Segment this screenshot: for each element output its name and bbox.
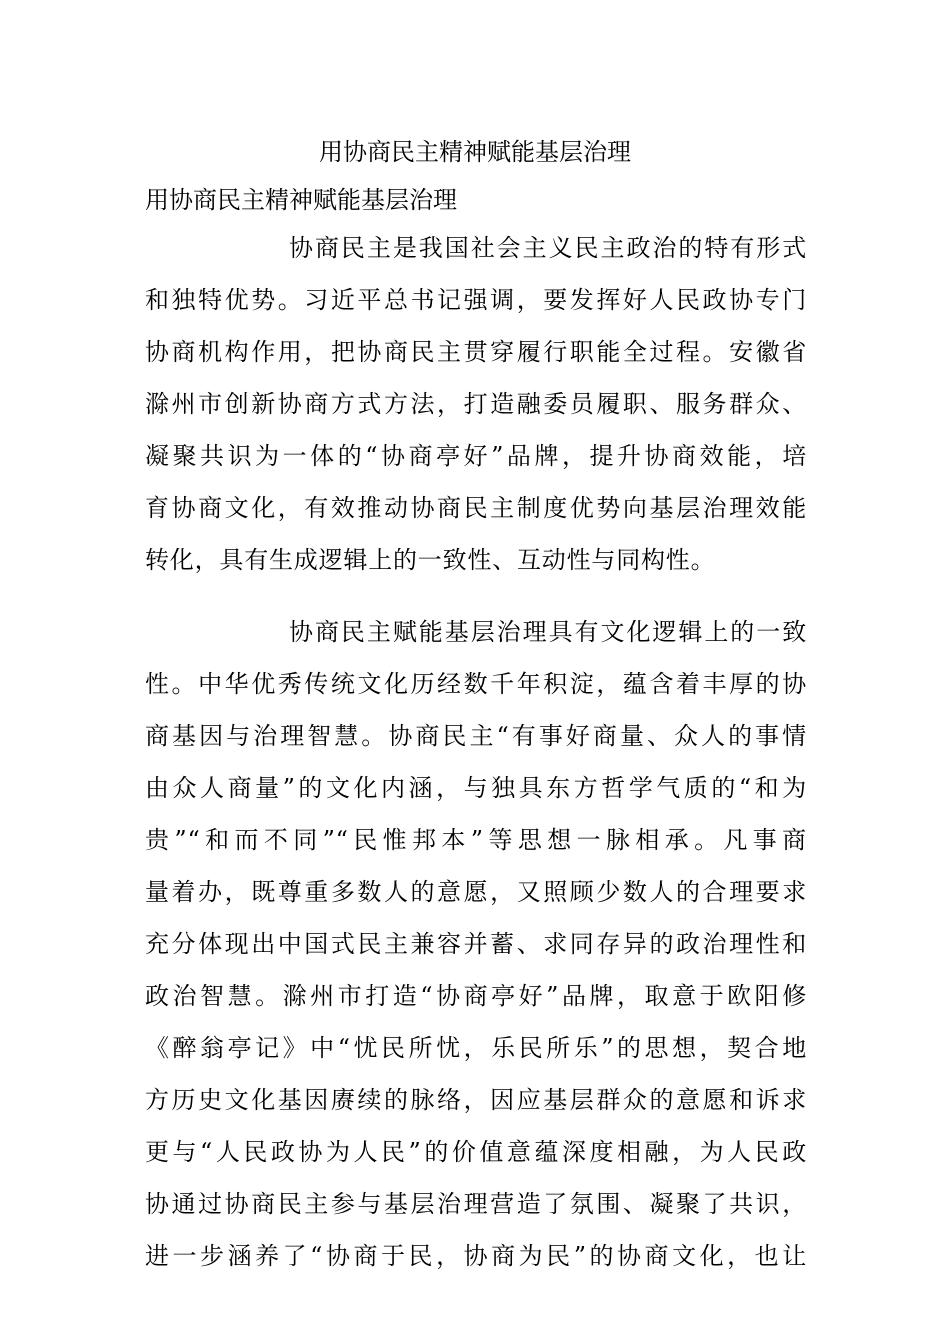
paragraph-line: 商基因与治理智慧。协商民主“有事好商量、众人的事情: [145, 722, 807, 750]
document-subtitle: 用协商民主精神赋能基层治理: [145, 186, 457, 214]
paragraph-line: 量着办，既尊重多数人的意愿，又照顾少数人的合理要求: [145, 878, 807, 906]
paragraph-line: 协商民主是我国社会主义民主政治的特有形式: [289, 234, 807, 262]
paragraph-line: 和独特优势。习近平总书记强调，要发挥好人民政协专门: [145, 286, 807, 314]
paragraph-line: 贵”“和而不同”“民惟邦本”等思想一脉相承。凡事商: [145, 826, 807, 854]
paragraph-line: 协通过协商民主参与基层治理营造了氛围、凝聚了共识，: [145, 1190, 807, 1218]
paragraph-line: 协商民主赋能基层治理具有文化逻辑上的一致: [289, 618, 807, 646]
paragraph-2: [145, 606, 807, 1282]
paragraph-line: 更与“人民政协为人民”的价值意蕴深度相融，为人民政: [145, 1138, 807, 1166]
document-title: 用协商民主精神赋能基层治理: [319, 138, 631, 166]
paragraph-line: 方历史文化基因赓续的脉络，因应基层群众的意愿和诉求: [145, 1086, 807, 1114]
paragraph-line: 充分体现出中国式民主兼容并蓄、求同存异的政治理性和: [145, 930, 807, 958]
paragraph-1: [145, 222, 807, 586]
paragraph-line: 协商机构作用，把协商民主贯穿履行职能全过程。安徽省: [145, 338, 807, 366]
paragraph-line: 性。中华优秀传统文化历经数千年积淀，蕴含着丰厚的协: [145, 670, 807, 698]
paragraph-line: 凝聚共识为一体的“协商亭好”品牌，提升协商效能，培: [145, 442, 807, 470]
paragraph-line: 由众人商量”的文化内涵，与独具东方哲学气质的“和为: [145, 774, 807, 802]
paragraph-spacer: [145, 586, 807, 606]
document-body: [145, 222, 807, 1282]
paragraph-line: 政治智慧。滁州市打造“协商亭好”品牌，取意于欧阳修: [145, 982, 807, 1010]
paragraph-line: 育协商文化，有效推动协商民主制度优势向基层治理效能: [145, 494, 807, 522]
paragraph-line: 《醉翁亭记》中“忧民所忧，乐民所乐”的思想，契合地: [145, 1034, 807, 1062]
paragraph-line: 转化，具有生成逻辑上的一致性、互动性与同构性。: [145, 546, 716, 574]
paragraph-line: 进一步涵养了“协商于民，协商为民”的协商文化，也让: [145, 1242, 807, 1270]
paragraph-line: 滁州市创新协商方式方法，打造融委员履职、服务群众、: [145, 390, 807, 418]
